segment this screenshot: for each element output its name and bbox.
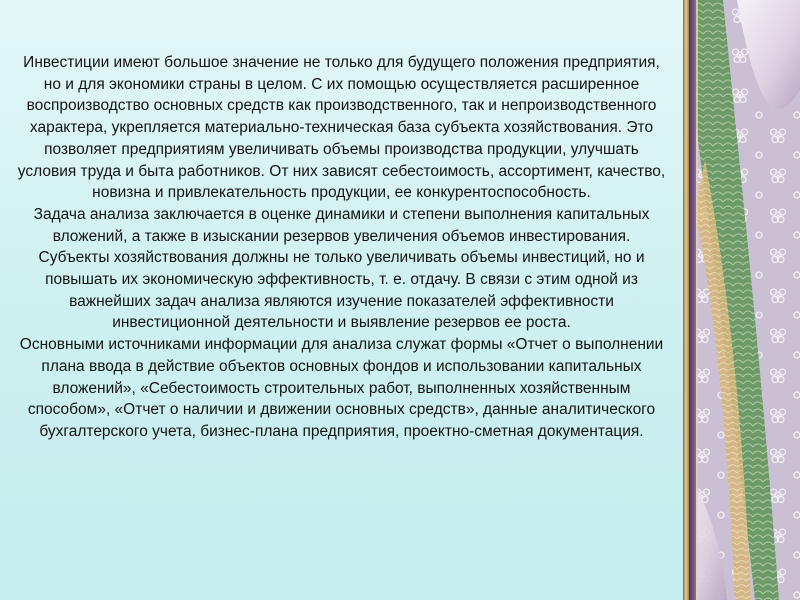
paragraph-investment-efficiency: Субъекты хозяйствования должны не только увеличивать объемы инвестиций, но и повышать их экономическую эффективность, т. е. отдачу. В связи с этим одной из важнейших задач анализа являются изучение показателей эффективности инвестиционной деятельности и выявление резервов ее роста. — [38, 249, 645, 332]
paragraph-investment-importance: Инвестиции имеют большое значение не только для будущего положения предприятия, но и для экономики страны в целом. С их помощью осуществляется расширенное воспроизводство основных средств как производственного, так и непроизводственного характера, укрепляется материально-техническая база субъекта хозяйствования. Это позволяет предприятиям увеличивать объемы производства продукции, улучшать условия труда и быта работников. От них зависят себестоимость, ассортимент, качество, новизна и привлекательность продукции, ее конкурентоспособность. — [17, 54, 666, 202]
decorative-drape-border — [683, 0, 800, 600]
purple-trim — [689, 0, 696, 600]
paragraph-information-sources: Основными источниками информации для анализа служат формы «Отчет о выполнении плана ввода в действие объектов основных фондов и использовании капитальных вложений», «Себестоимость строительных работ, выполненных хозяйственным способом», «Отчет о наличии и движении основных средств», данные аналитического бухгалтерского учета, бизнес-плана предприятия, проектно-сметная документация. — [19, 336, 664, 440]
purple-trim-highlight — [696, 0, 698, 600]
gold-edge — [683, 0, 689, 600]
slide-text-block — [14, 52, 669, 443]
paragraph-analysis-task: Задача анализа заключается в оценке динамики и степени выполнения капитальных вложений, а также в изыскании резервов увеличения объемов инвестирования. — [33, 205, 650, 245]
